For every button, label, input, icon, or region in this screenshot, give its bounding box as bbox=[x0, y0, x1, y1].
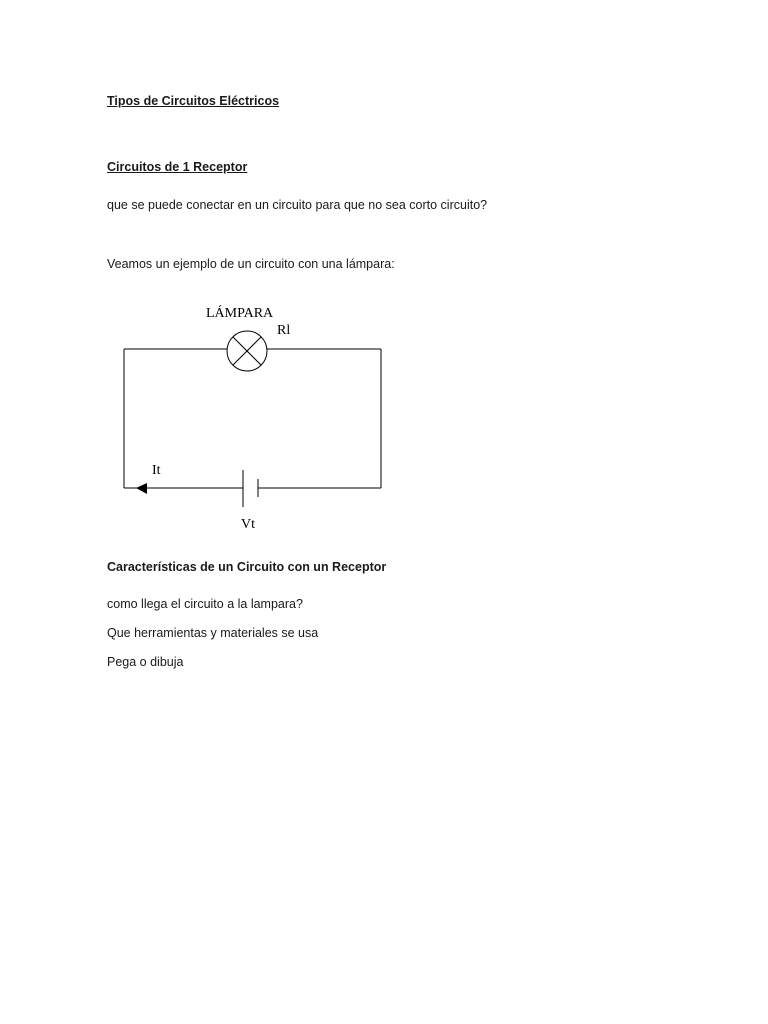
lamp-symbol bbox=[227, 331, 267, 371]
lamp-label: LÁMPARA bbox=[206, 306, 274, 321]
body-line-3: Pega o dibuja bbox=[107, 655, 184, 669]
body-line-2: Que herramientas y materiales se usa bbox=[107, 626, 319, 640]
example-intro-text: Veamos un ejemplo de un circuito con una lámpara: bbox=[107, 257, 395, 271]
resistance-label: Rl bbox=[277, 323, 291, 338]
document-title: Tipos de Circuitos Eléctricos bbox=[107, 94, 280, 108]
voltage-label: Vt bbox=[241, 517, 255, 532]
body-line-1: como llega el circuito a la lampara? bbox=[107, 597, 303, 611]
section-heading-characteristics: Características de un Circuito con un Receptor bbox=[107, 560, 387, 574]
battery-symbol bbox=[243, 470, 258, 507]
question-text: que se puede conectar en un circuito para que no sea corto circuito? bbox=[107, 198, 488, 212]
current-label: It bbox=[152, 463, 161, 478]
section-heading-one-receptor: Circuitos de 1 Receptor bbox=[107, 160, 248, 174]
current-arrow-icon bbox=[136, 483, 147, 494]
circuit-diagram bbox=[100, 295, 400, 540]
